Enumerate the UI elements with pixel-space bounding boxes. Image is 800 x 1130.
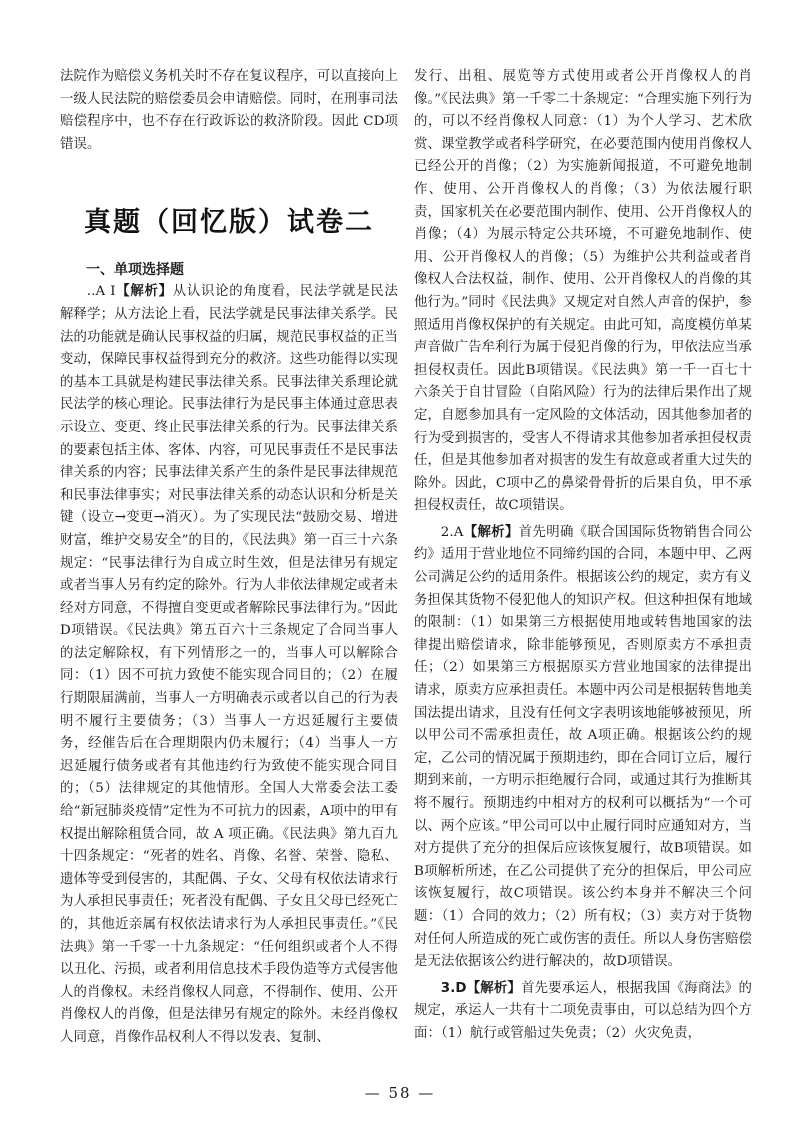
question-2-text: 首先明确《联合国国际货物销售合同公约》适用于营业地位不同缔约国的合同，本题中甲、乙两公司满足公约的适用条件。根据该公约的规定，卖方有义务担保其货物不侵犯他人的知识产权。但这种担保有地域的限制：（1）如果第三方根据使用地或转售地国家的法律提出赔偿请求，除非能够预见，否则原卖方不承担责任；（2）如果第三方根据原买方营业地国家的法律提出请求，原卖方应承担责任。本题中丙公司是根据转售地美国法提出请求，且没有任何文字表明该地能够被预见，所以甲公司不需承担责任，故 A项正确。根据该公约的规定，乙公司的情况属于预期违约，即在合同订立后，履行期到来前，一方明示拒绝履行合同，或通过其行为推断其将不履行。预期违约中相对方的权利可以概括为“一个可以、两个应该。”甲公司可以中止履行同时应通知对方，当对方提供了充分的担保后应该恢复履行，故B项错误。如B项解析所述，在乙公司提供了充分的担保后，甲公司应该恢复履行，故C项错误。该公约本身并不解决三个问题：（1）合同的效力；（2）所有权；（3）卖方对于货物对任何人所造成的死亡或伤害的责任。所以人身伤害赔偿是无法依据该公约进行解决的，故D项错误。: [414, 524, 752, 970]
question-2-explanation: [414, 522, 752, 974]
continued-paragraph: 发行、出租、展览等方式使用或者公开肖像权人的肖像。”《民法典》第一千零二十条规定：“合理实施下列行为的，可以不经肖像权人同意：（1）为个人学习、艺术欣赏、课堂教学或者科学研究，在必要范围内使用肖像权人已经公开的肖像；（2）为实施新闻报道，不可避免地制作、使用、公开肖像权人的肖像；（3）为依法履行职责，国家机关在必要范围内制作、使用、公开肖像权人的肖像；（4）为展示特定公共环境，不可避免地制作、使用、公开肖像权人的肖像；（5）为维护公共利益或者肖像权人合法权益，制作、使用、公开肖像权人的肖像的其他行为。”同时《民法典》又规定对自然人声音的保护，参照适用肖像权保护的有关规定。由此可知，高度模仿单某声音做广告牟利行为属于侵犯肖像的行为，甲依法应当承担侵权责任。因此B项错误。《民法典》第一千一百七十六条关于自甘冒险（自陷风险）行为的法律后果作出了规定，自愿参加具有一定风险的文体活动，因其他参加者的行为受到损害的，受害人不得请求其他参加者承担侵权责任，但是其他参加者对损害的发生有故意或者重大过失的除外。因此，C项中乙的鼻梁骨骨折的后果自负，甲不承担侵权责任，故C项错误。: [414, 69, 752, 514]
left-column: [60, 66, 398, 1050]
question-3-explanation: [414, 978, 752, 1046]
question-1-explanation: [60, 281, 398, 1049]
analysis-tag: 【解析】: [466, 980, 522, 996]
analysis-tag: 【解析】: [463, 524, 519, 540]
question-2-answer: 2.A: [440, 524, 464, 540]
intro-paragraph: 法院作为赔偿义务机关时不存在复议程序，可以直接向上一级人民法院的赔偿委员会申请赔偿。同时，在刑事司法赔偿程序中，也不存在行政诉讼的救济阶段。因此 CD项错误。: [60, 69, 398, 152]
question-1-answer: ..A I: [86, 284, 116, 300]
question-3-text: 首先要承运人，根据我国《海商法》的规定，承运人一共有十二项免责事由，可以总结为四个方面：（1）航行或管船过失免责；（2）火灾免责，: [414, 980, 753, 1041]
section-heading: 一、单项选择题: [86, 262, 184, 279]
right-column: [414, 66, 752, 1046]
question-3-answer: 3.D: [440, 980, 467, 996]
question-1-text: 从认识论的角度看，民法学就是民法解释学；从方法论上看，民法学就是民事法律关系学。民法的功能就是确认民事权益的归属，规范民事权益的正当变动，保障民事权益得到充分的救济。这些功能得以实现的基本工具就是构建民事法律关系。民事法律关系理论就民法学的核心理论。民事法律行为是民事主体通过意思表示设立、变更、终止民事法律关系的行为。民事法律关系的要素包括主体、客体、内容，可见民事责任不是民事法律关系的内容；民事法律关系产生的条件是民事法律规范和民事法律事实；对民事法律关系的动态认识和分析是关键（设立→变更→消灭）。为了实现民法“鼓励交易、增进财富，维护交易安全”的目的，《民法典》第一百三十六条规定：“民事法律行为自成立时生效，但是法律另有规定或者当事人另有约定的除外。行为人非依法律规定或者未经对方同意，不得擅自变更或者解除民事法律行为。”因此 D项错误。《民法典》第五百六十三条规定了合同当事人的法定解除权，有下列情形之一的，当事人可以解除合同：（1）因不可抗力致使不能实现合同目的；（2）在履行期限届满前，当事人一方明确表示或者以自己的行为表明不履行主要债务；（3）当事人一方迟延履行主要债务，经催告后在合理期限内仍未履行；（4）当事人一方迟延履行债务或者有其他违约行为致使不能实现合同目的；（5）法律规定的其他情形。全国人大常委会法工委给“新冠肺炎疫情”定性为不可抗力的因素，A项中的甲有权提出解除租赁合同，故 A 项正确。《民法典》第九百九十四条规定：“死者的姓名、肖像、名誉、荣誉、隐私、遗体等受到侵害的，其配偶、子女、父母有权依法请求行为人承担民事责任；死者没有配偶、子女且父母已经死亡的，其他近亲属有权依法请求行为人承担民事责任。”《民法典》第一千零一十九条规定：“任何组织或者个人不得以丑化、污损，或者利用信息技术手段伪造等方式侵害他人的肖像权。未经肖像权人同意，不得制作、使用、公开肖像权人的肖像，但是法律另有规定的除外。未经肖像权人同意，肖像作品权利人不得以发表、复制、: [60, 284, 398, 1045]
analysis-tag: 【解析】: [115, 284, 173, 300]
exam-title: 真题（回忆版）试卷二: [84, 207, 374, 239]
page-number: — 58 —: [364, 1084, 436, 1102]
